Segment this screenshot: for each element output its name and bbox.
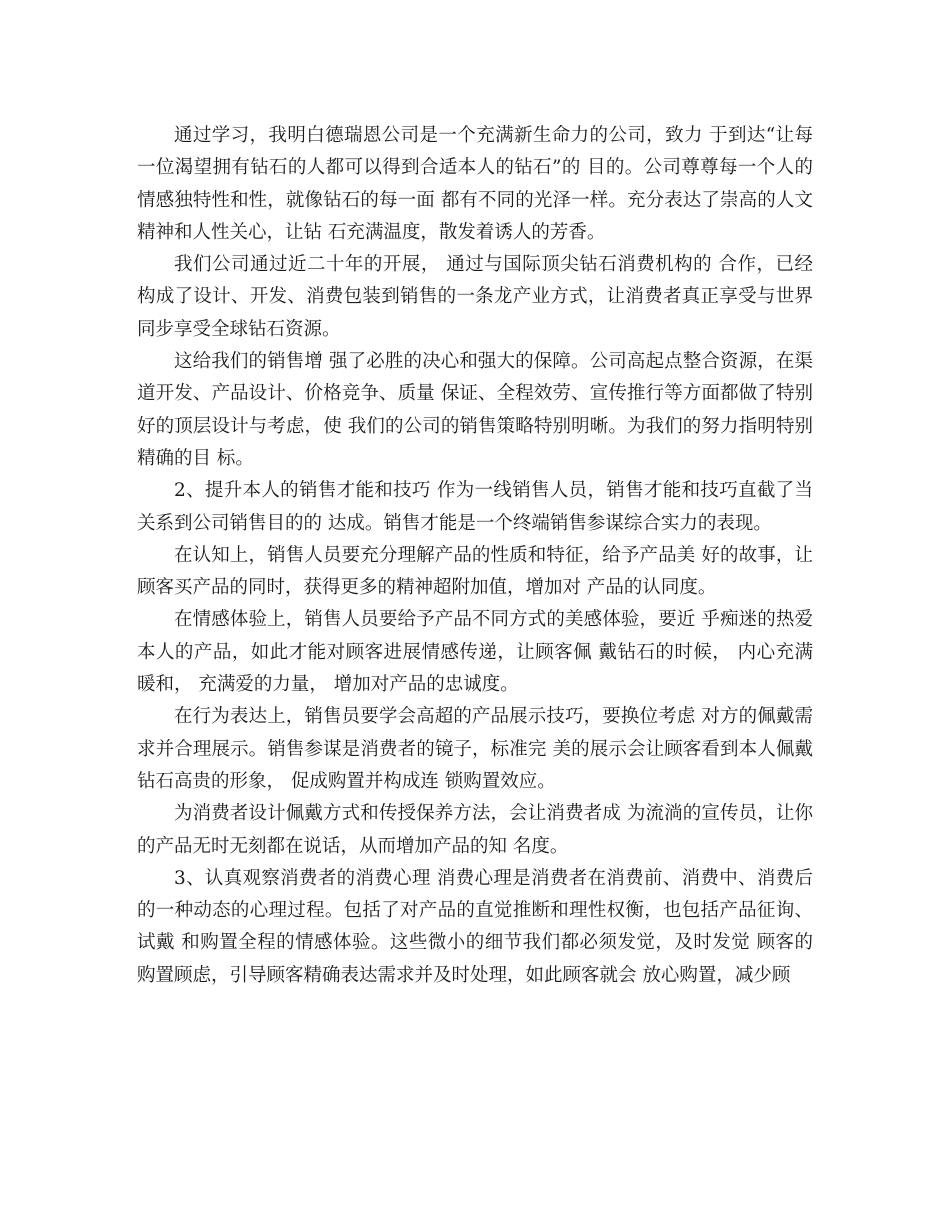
paragraph-8: 为消费者设计佩戴方式和传授保养方法，会让消费者成 为流淌的宣传员，让你的产品无时无刻都在说话，从而增加产品的知 名度。 (137, 803, 813, 857)
paragraph-9: 3、认真观察消费者的消费心理 消费心理是消费者在消费前、消费中、消费后的一种动态的心理过程。包括了对产品的直觉推断和理性权衡，也包括产品征询、试戴 和购置全程的情感体验。这些微小的细节我们都必须发觉，及时发觉 顾客的购置顾虑，引导顾客精确表达需求并及时处理，如此顾客就会 放心购置，减少顾 (137, 867, 813, 986)
paragraph-2: 我们公司通过近二十年的开展， 通过与国际顶尖钻石消费机构的 合作，已经构成了设计、开发、消费包装到销售的一条龙产业方式，让消费者真正享受与世界同步享受全球钻石资源。 (137, 254, 813, 340)
document-body (137, 120, 813, 992)
paragraph-3: 这给我们的销售增 强了必胜的决心和强大的保障。公司高起点整合资源，在渠道开发、产品设计、价格竞争、质量 保证、全程效劳、宣传推行等方面都做了特别好的顶层设计与考虑，使 我们的公司的销售策略特别明晰。为我们的努力指明特别精确的目 标。 (137, 351, 813, 469)
paragraph-1: 通过学习，我明白德瑞恩公司是一个充满新生命力的公司，致力 于到达“让每一位渴望拥有钻石的人都可以得到合适本人的钻石”的 目的。公司尊尊每一个人的情感独特性和性，就像钻石的每一面 都有不同的光泽一样。充分表达了崇高的人文精神和人性关心，让钻 石充满温度，散发着诱人的芳香。 (137, 125, 813, 243)
paragraph-7: 在行为表达上，销售员要学会高超的产品展示技巧，要换位考虑 对方的佩戴需求并合理展示。销售参谋是消费者的镜子，标准完 美的展示会让顾客看到本人佩戴钻石高贵的形象， 促成购置并构成连 锁购置效应。 (137, 706, 813, 792)
paragraph-5: 在认知上，销售人员要充分理解产品的性质和特征，给予产品美 好的故事，让顾客买产品的同时，获得更多的精神超附加值，增加对 产品的认同度。 (137, 544, 813, 599)
paragraph-6: 在情感体验上，销售人员要给予产品不同方式的美感体验，要近 乎痴迷的热爱本人的产品，如此才能对顾客进展情感传递，让顾客佩 戴钻石的时候， 内心充满暖和， 充满爱的力量， 增加对产品的忠诚度。 (137, 609, 813, 696)
paragraph-4: 2、提升本人的销售才能和技巧 作为一线销售人员，销售才能和技巧直截了当关系到公司销售目的的 达成。销售才能是一个终端销售参谋综合实力的表现。 (137, 480, 813, 534)
